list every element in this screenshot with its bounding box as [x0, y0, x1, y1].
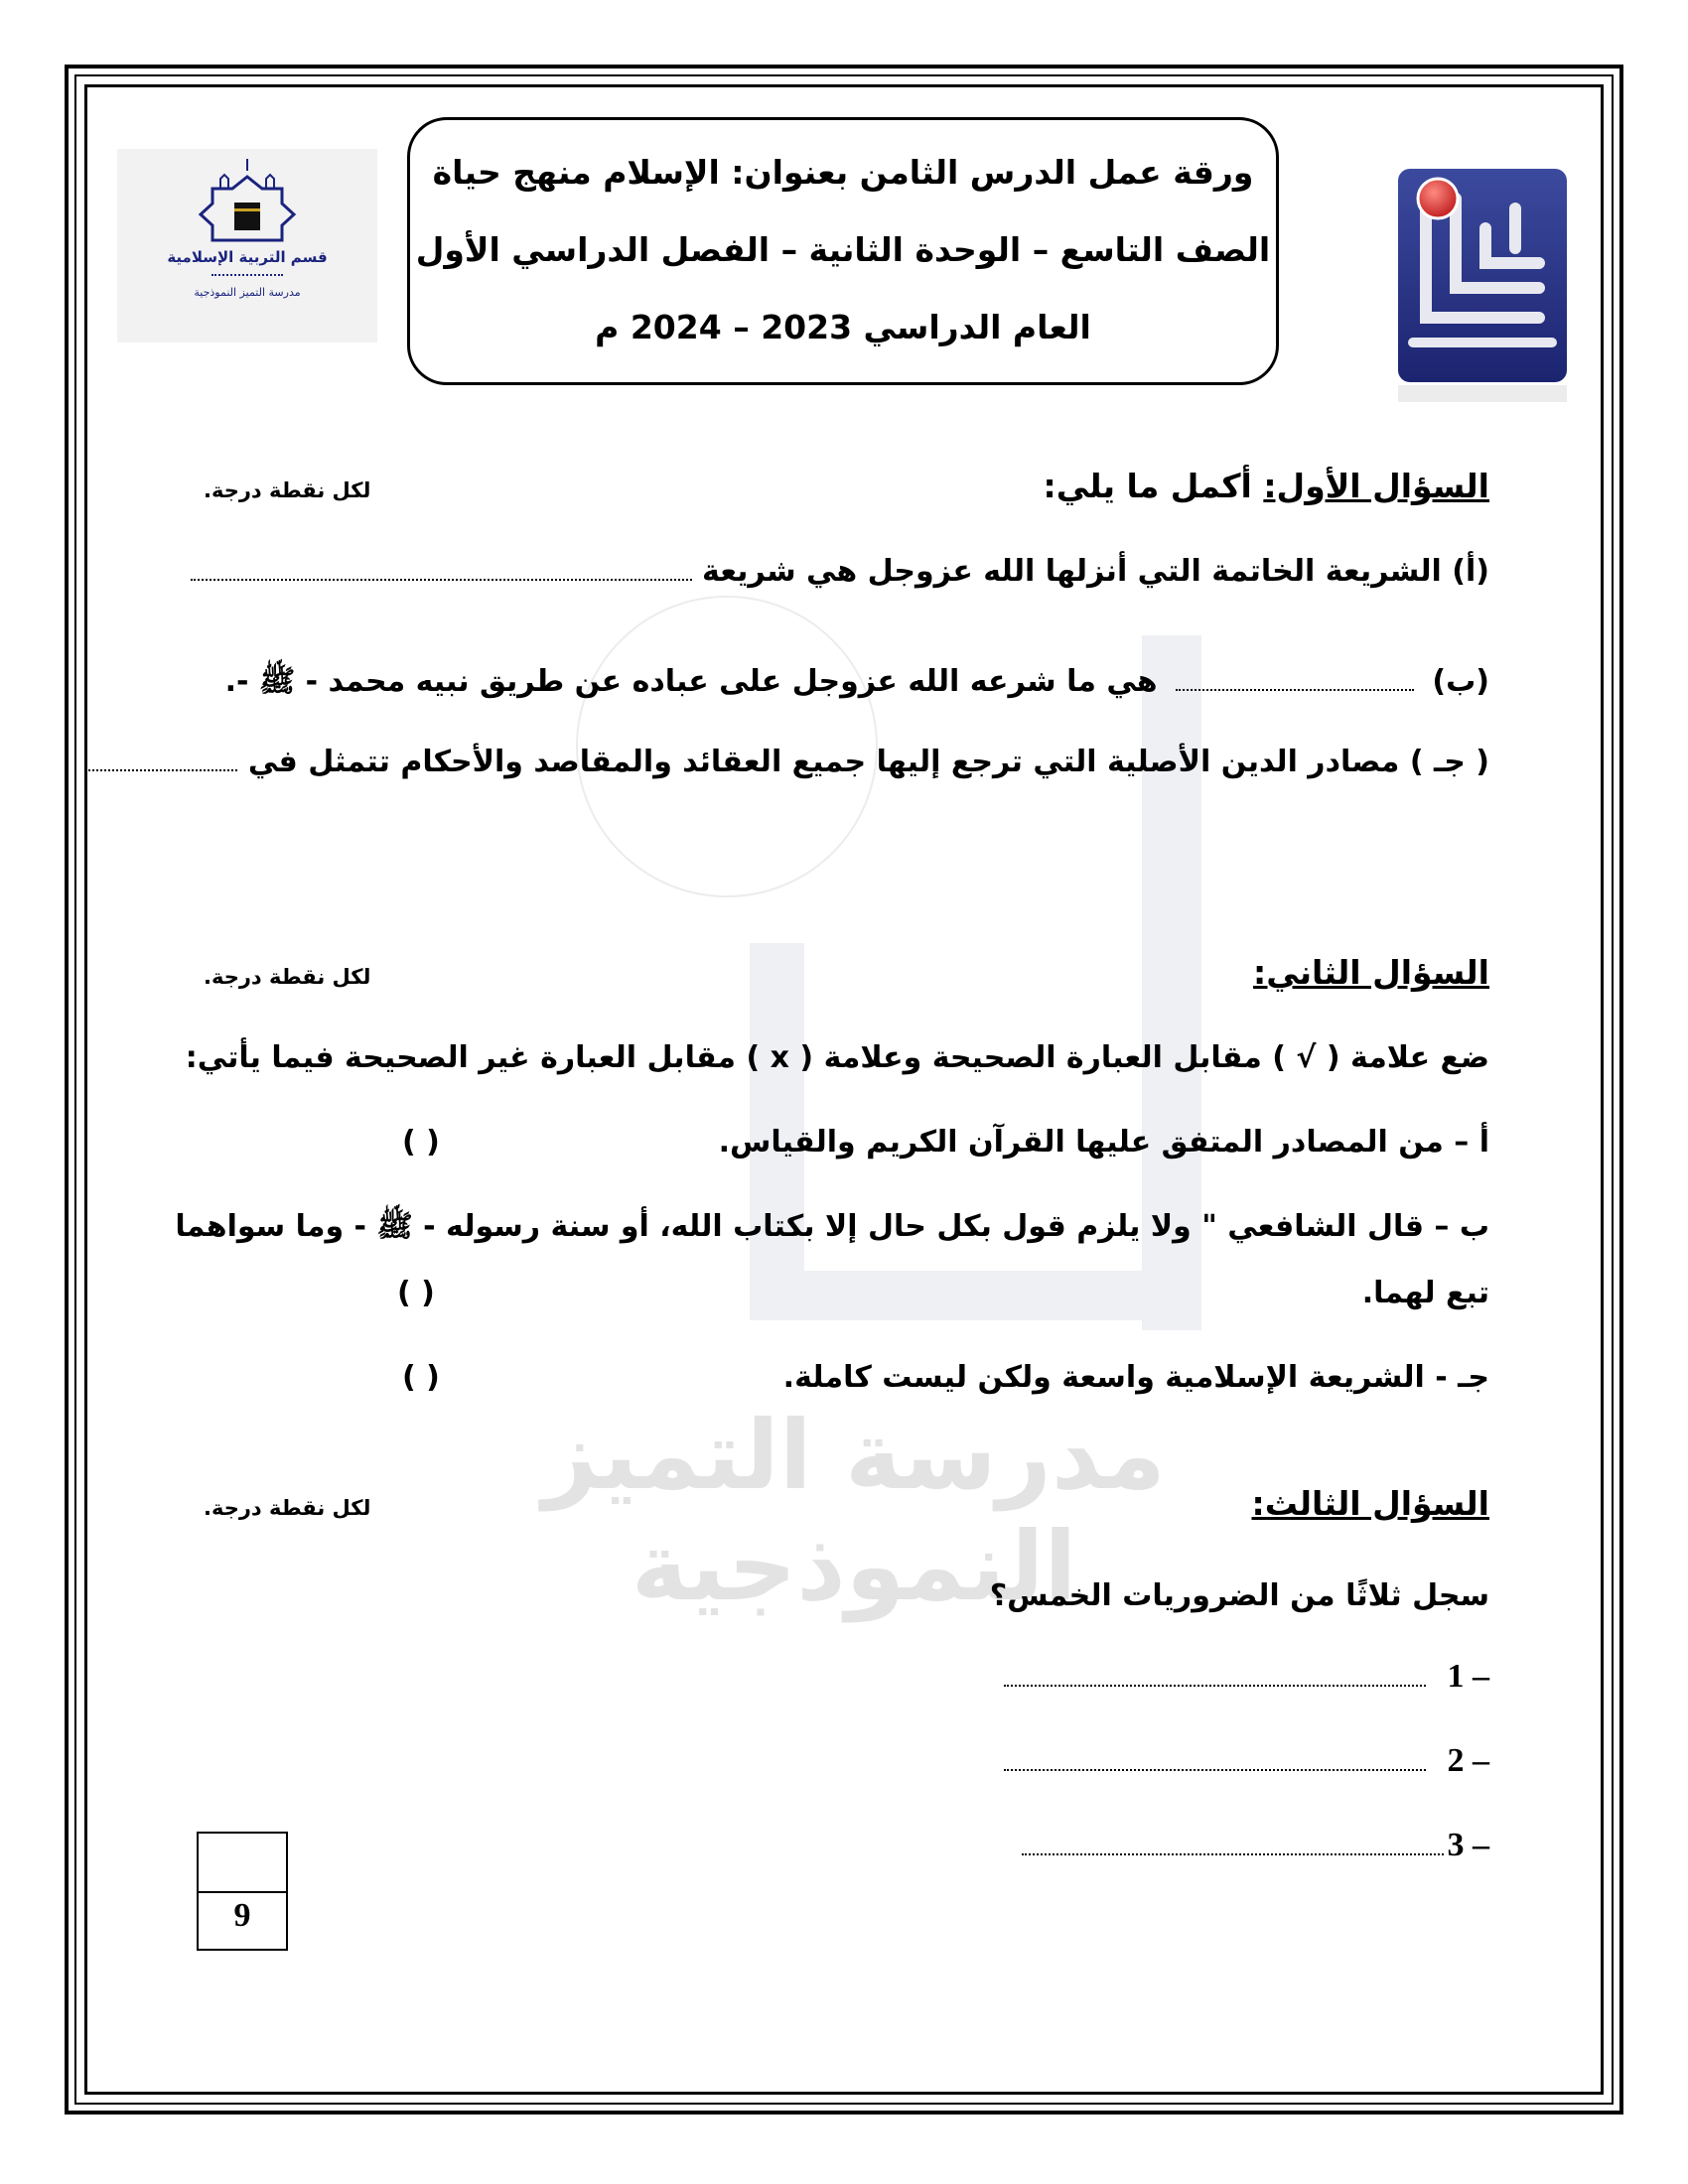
- logo-school-text: مدرسة التميز النموذجية: [194, 286, 301, 299]
- q3-item-2-number: 2 –: [1447, 1742, 1489, 1779]
- q2-item-b-line2: تبع لهما.: [1361, 1276, 1489, 1310]
- q1-item-a: (أ) الشريعة الخاتمة التي أنزلها الله عزوجل هي شريعة: [702, 554, 1489, 589]
- q2-item-c-answer[interactable]: ( ): [402, 1360, 440, 1395]
- q3-instruction: سجل ثلاثًا من الضروريات الخمس؟: [989, 1578, 1489, 1613]
- score-total: 9: [233, 1897, 251, 1934]
- page-border-inner: [84, 84, 1604, 2095]
- q3-item-1-row: [1004, 1658, 1490, 1696]
- q2-points-note: لكل نقطة درجة.: [204, 965, 371, 989]
- watermark-shape-base: [750, 1271, 1201, 1320]
- q2-instruction: ضع علامة ( √ ) مقابل العبارة الصحيحة وعلامة ( x ) مقابل العبارة غير الصحيحة فيما يأتي:: [185, 1040, 1489, 1075]
- score-box: [197, 1832, 288, 1951]
- q1-item-c: ( جـ ) مصادر الدين الأصلية التي ترجع إليها جميع العقائد والمقاصد والأحكام تتمثل في: [247, 745, 1489, 779]
- score-divider: [199, 1891, 286, 1893]
- q2-heading: السؤال الثاني:: [1253, 953, 1489, 992]
- school-logo: [1398, 169, 1567, 402]
- q3-item-2-blank[interactable]: [1004, 1761, 1426, 1771]
- school-logo-icon: [1398, 169, 1567, 402]
- q1-item-a-blank[interactable]: [191, 571, 692, 581]
- q3-item-3-blank[interactable]: [1022, 1845, 1444, 1855]
- q3-item-2-row: [1004, 1742, 1490, 1780]
- q1-item-b-blank[interactable]: [1176, 681, 1414, 691]
- q3-points-note: لكل نقطة درجة.: [204, 1496, 371, 1520]
- q1-item-b-text: هي ما شرعه الله عزوجل على عباده عن طريق نبيه محمد - ﷺ -.: [224, 664, 1158, 699]
- q2-item-a-answer[interactable]: ( ): [402, 1125, 440, 1160]
- q2-item-b-line1: ب – قال الشافعي " ولا يلزم قول بكل حال إلا بكتاب الله، أو سنة رسوله - ﷺ - وما سواهما: [175, 1209, 1489, 1244]
- q1-heading-row: [1044, 467, 1489, 505]
- q3-heading: السؤال الثالث:: [1251, 1484, 1489, 1523]
- q1-item-a-row: [191, 554, 1489, 589]
- watermark-text: مدرسة التميز النموذجية: [542, 1400, 1166, 1622]
- q1-item-b-row: [225, 663, 1489, 706]
- q1-item-c-row: [88, 745, 1489, 779]
- grade-unit-term: الصف التاسع – الوحدة الثانية – الفصل الدراسي الأول: [415, 230, 1271, 269]
- q1-item-b-prefix: (ب): [1432, 664, 1489, 699]
- q2-item-a: أ – من المصادر المتفق عليها القرآن الكريم والقياس.: [718, 1125, 1489, 1160]
- logo-department-text: قسم التربية الإسلامية: [167, 248, 328, 266]
- q3-item-3-number: 3 –: [1447, 1827, 1489, 1863]
- worksheet-title-box: [407, 117, 1279, 385]
- worksheet-title: ورقة عمل الدرس الثامن بعنوان: الإسلام منهج حياة: [432, 153, 1254, 192]
- academic-year: العام الدراسي 2023 – 2024 م: [595, 308, 1091, 346]
- q3-heading-row: [1252, 1484, 1490, 1523]
- q2-heading-row: [1253, 953, 1489, 992]
- q1-points-note: لكل نقطة درجة.: [204, 478, 371, 502]
- q1-item-c-blank[interactable]: [88, 761, 237, 771]
- logo-divider: [211, 274, 283, 276]
- q1-heading: السؤال الأول:: [1263, 467, 1489, 505]
- q2-item-c: جـ - الشريعة الإسلامية واسعة ولكن ليست كاملة.: [782, 1360, 1489, 1395]
- q3-item-1-number: 1 –: [1447, 1658, 1489, 1695]
- islamic-department-logo: [117, 149, 377, 342]
- q2-item-b-answer[interactable]: ( ): [397, 1276, 435, 1310]
- q1-instruction: أكمل ما يلي:: [1043, 467, 1264, 505]
- mosque-icon: [117, 149, 377, 248]
- q3-item-3-row: [1022, 1827, 1490, 1864]
- q3-item-1-blank[interactable]: [1004, 1677, 1426, 1687]
